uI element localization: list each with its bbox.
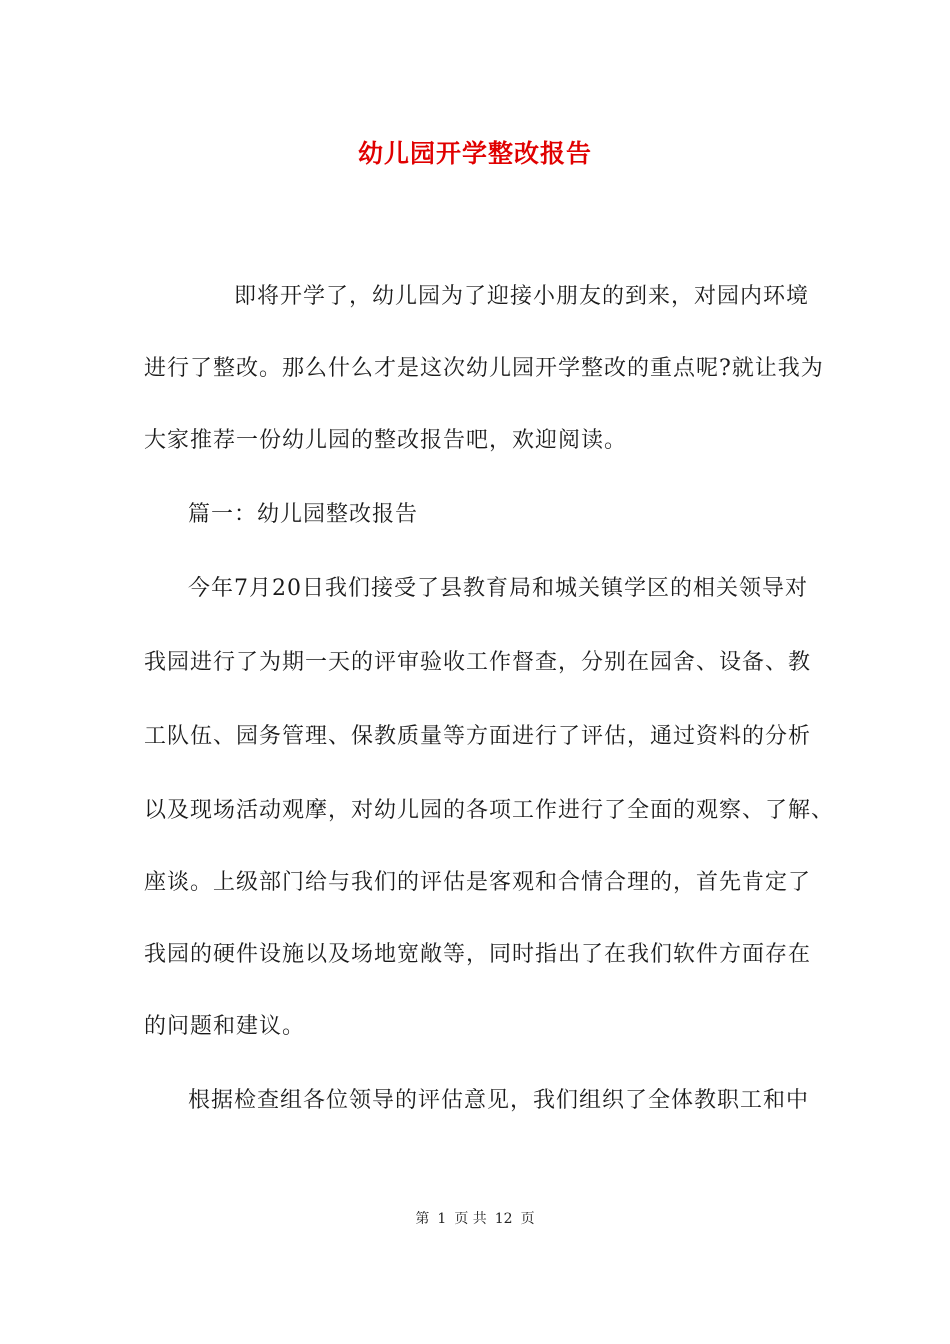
section-heading: 篇一：幼儿园整改报告 <box>188 502 419 527</box>
page-footer-suffix: 页 <box>520 1211 535 1227</box>
page-total: 12 <box>494 1211 513 1227</box>
paragraph-line: 大家推荐一份幼儿园的整改报告吧，欢迎阅读。 <box>144 428 628 453</box>
paragraph-line: 我园的硬件设施以及场地宽敞等，同时指出了在我们软件方面存在 <box>144 942 812 967</box>
document-title: 幼儿园开学整改报告 <box>357 139 592 168</box>
paragraph-line: 座谈。上级部门给与我们的评估是客观和合情合理的，首先肯定了 <box>144 870 812 895</box>
page-number: 1 <box>437 1211 447 1227</box>
paragraph-line: 进行了整改。那么什么才是这次幼儿园开学整改的重点呢?就让我为 <box>144 356 824 381</box>
page-footer <box>0 1208 950 1228</box>
paragraph-line: 根据检查组各位领导的评估意见，我们组织了全体教职工和中 <box>188 1088 810 1113</box>
paragraph-line: 我园进行了为期一天的评审验收工作督查，分别在园舍、设备、教 <box>144 650 812 675</box>
page-footer-prefix: 第 <box>415 1211 430 1227</box>
page-footer-mid: 页 共 <box>454 1211 487 1227</box>
paragraph-line: 以及现场活动观摩，对幼儿园的各项工作进行了全面的观察、了解、 <box>144 798 835 823</box>
paragraph-line: 工队伍、园务管理、保教质量等方面进行了评估，通过资料的分析 <box>144 724 812 749</box>
paragraph-line: 即将开学了，幼儿园为了迎接小朋友的到来，对园内环境 <box>234 284 810 309</box>
paragraph-line: 今年7月20日我们接受了县教育局和城关镇学区的相关领导对 <box>188 576 808 601</box>
paragraph-line: 的问题和建议。 <box>144 1014 306 1039</box>
